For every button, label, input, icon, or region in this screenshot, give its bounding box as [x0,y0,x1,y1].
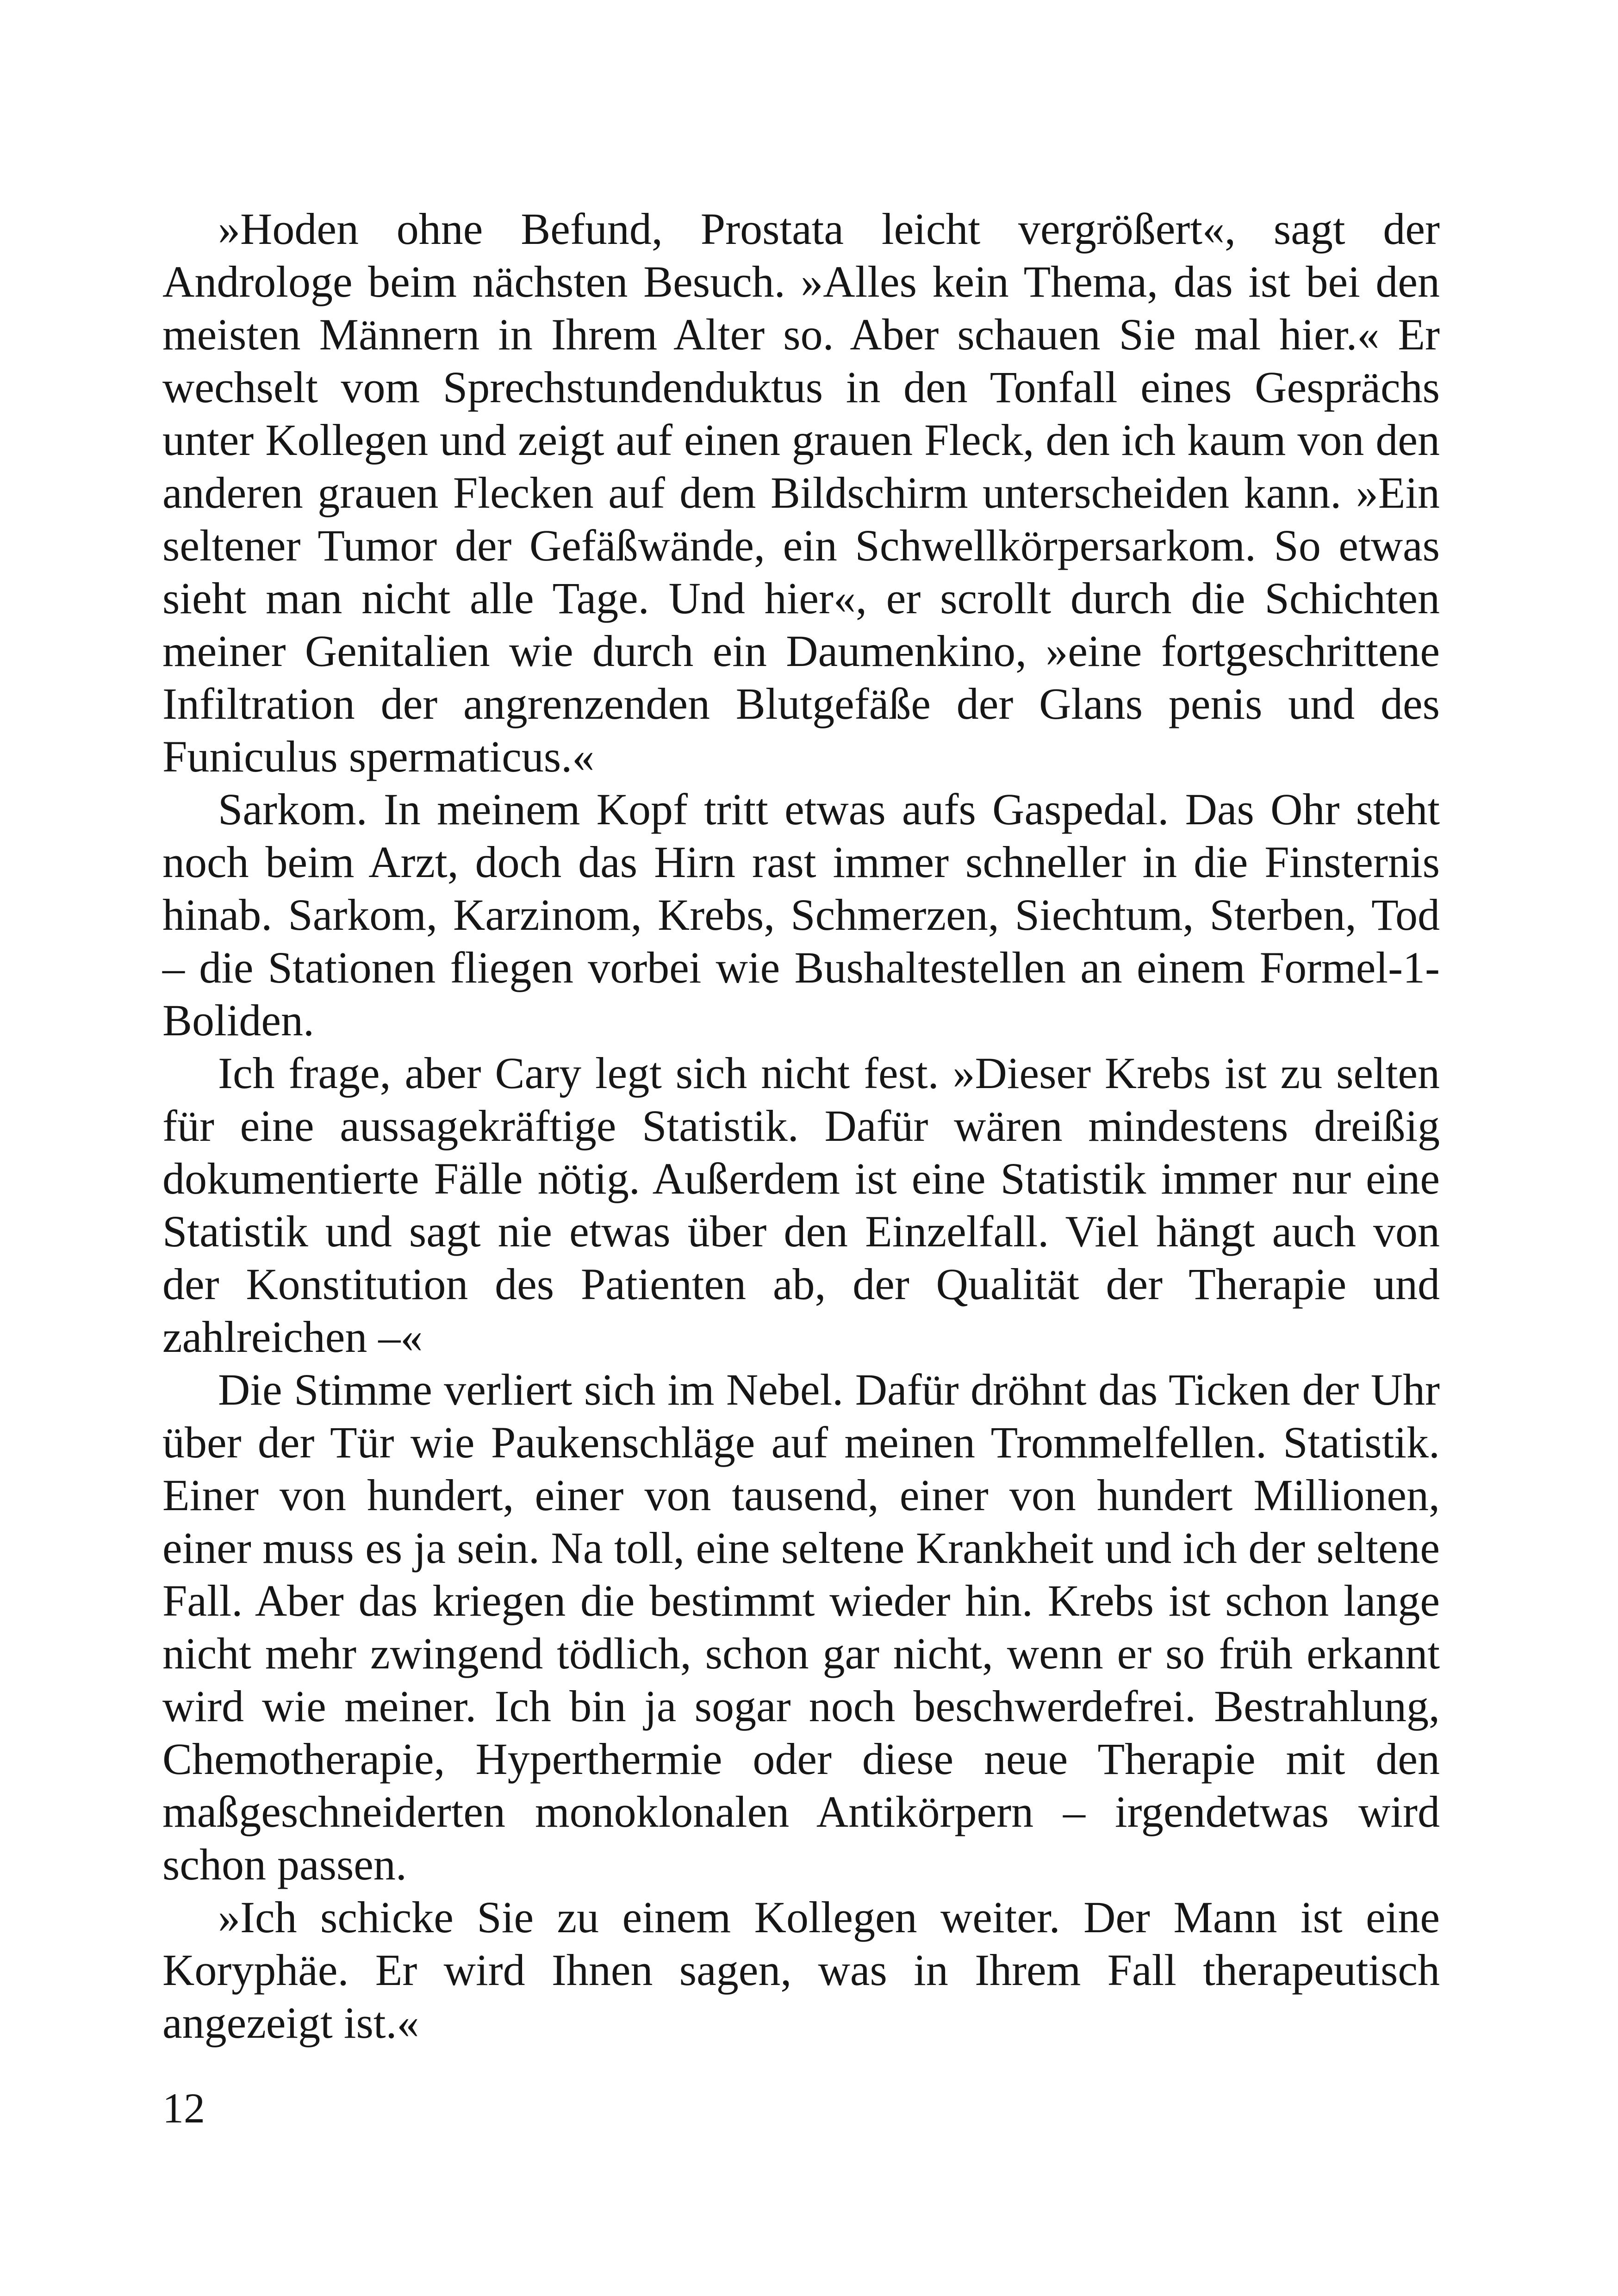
page-number: 12 [162,2084,205,2132]
paragraph: »Hoden ohne Befund, Prostata leicht vergrößert«, sagt der Androloge beim nächsten Besuch. »Alles kein Thema, das ist bei den meisten Männern in Ihrem Alter so. Aber schauen Sie mal hier.« Er wechselt vom Sprechstundenduktus in den Tonfall eines Gesprächs unter Kollegen und zeigt auf einen grauen Fleck, den ich kaum von den anderen grauen Flecken auf dem Bildschirm unterscheiden kann. »Ein seltener Tumor der Gefäßwände, ein Schwellkörpersarkom. So etwas sieht man nicht alle Tage. Und hier«, er scrollt durch die Schichten meiner Genitalien wie durch ein Daumenkino, »eine fortgeschrittene Infiltration der angrenzenden Blutgefäße der Glans penis und des Funiculus spermaticus.« [162,204,1440,781]
paragraph: Die Stimme verliert sich im Nebel. Dafür dröhnt das Ticken der Uhr über der Tür wie Paukenschläge auf meinen Trommelfellen. Statistik. Einer von hundert, einer von tausend, einer von hundert Millionen, einer muss es ja sein. Na toll, eine seltene Krankheit und ich der seltene Fall. Aber das kriegen die bestimmt wieder hin. Krebs ist schon lange nicht mehr zwingend tödlich, schon gar nicht, wenn er so früh erkannt wird wie meiner. Ich bin ja sogar noch beschwerdefrei. Bestrahlung, Chemotherapie, Hyperthermie oder diese neue Therapie mit den maßgeschneiderten monoklonalen Antikörpern – irgendetwas wird schon passen. [162,1365,1440,1889]
body-text [162,203,1440,2049]
paragraph: »Ich schicke Sie zu einem Kollegen weiter. Der Mann ist eine Koryphäe. Er wird Ihnen sagen, was in Ihrem Fall therapeutisch angezeigt ist.« [162,1892,1440,2047]
paragraph: Ich frage, aber Cary legt sich nicht fest. »Dieser Krebs ist zu selten für eine aussagekräftige Statistik. Dafür wären mindestens dreißig dokumentierte Fälle nötig. Außerdem ist eine Statistik immer nur eine Statistik und sagt nie etwas über den Einzelfall. Viel hängt auch von der Konstitution des Patienten ab, der Qualität der Therapie und zahlreichen –« [162,1048,1440,1362]
paragraph: Sarkom. In meinem Kopf tritt etwas aufs Gaspedal. Das Ohr steht noch beim Arzt, doch das Hirn rast immer schneller in die Finsternis hinab. Sarkom, Karzinom, Krebs, Schmerzen, Siechtum, Sterben, Tod – die Stationen fliegen vorbei wie Bushaltestellen an einem Formel-1-Boliden. [162,784,1440,1045]
